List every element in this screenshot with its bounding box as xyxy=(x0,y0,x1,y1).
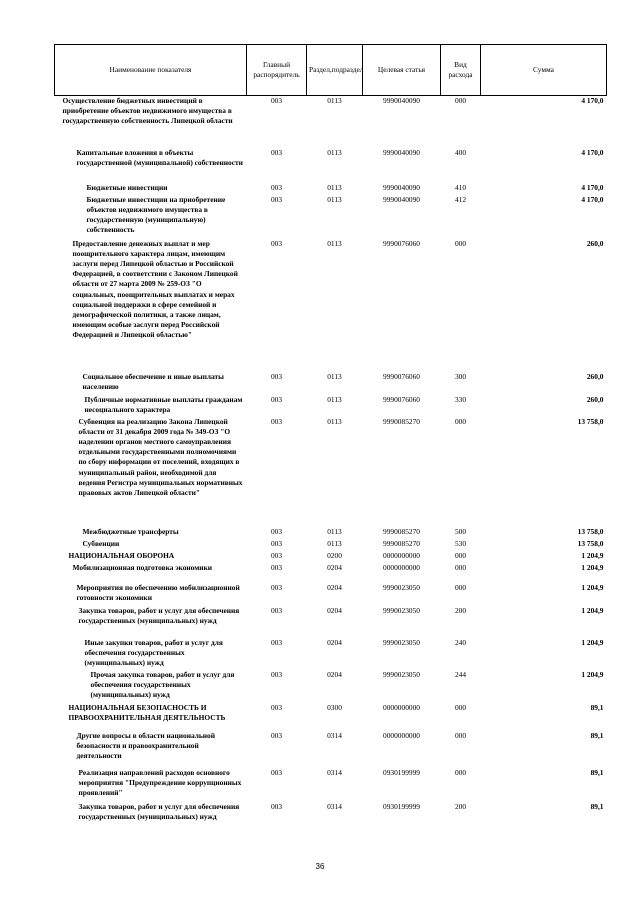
row-target: 9990085270 xyxy=(383,416,420,426)
row-type: 300 xyxy=(454,371,467,381)
table-row xyxy=(55,195,607,239)
row-sum: 13 758,0 xyxy=(577,416,604,426)
row-target: 0000000000 xyxy=(383,702,420,712)
row-name: Иные закупки товаров, работ и услуг для обеспечения государственных (муниципальных) нужд xyxy=(84,637,223,667)
row-section: 0314 xyxy=(327,767,342,777)
row-target: 9990023050 xyxy=(383,582,420,592)
row-type: 000 xyxy=(454,238,467,248)
row-sum: 260,0 xyxy=(586,238,604,248)
row-admin: 003 xyxy=(270,416,283,426)
row-name: Закупка товаров, работ и услуг для обеспечения государственных (муниципальных) нужд xyxy=(78,605,240,625)
row-name: Капитальные вложения в объекты государственной (муниципальной) собственности xyxy=(76,147,243,167)
row-target: 0000000000 xyxy=(383,562,420,572)
table-row xyxy=(55,768,607,802)
row-admin: 003 xyxy=(270,194,283,204)
row-type: 410 xyxy=(454,182,467,192)
row-target: 9990023050 xyxy=(383,605,420,615)
table-row xyxy=(55,731,607,768)
row-sum: 1 204,9 xyxy=(581,582,604,592)
row-target: 9990040090 xyxy=(383,96,420,105)
row-target: 9990076060 xyxy=(383,394,420,404)
row-type: 000 xyxy=(454,767,467,777)
row-admin: 003 xyxy=(270,182,283,192)
row-sum: 4 170,0 xyxy=(581,96,604,105)
row-admin: 003 xyxy=(270,538,283,548)
row-type: 400 xyxy=(454,147,467,157)
row-type: 530 xyxy=(454,538,467,548)
table-row xyxy=(55,148,607,183)
row-name: Осуществление бюджетных инвестиций в приобретение объектов недвижимого имущества в государственную собственность Липецкой области xyxy=(62,96,233,126)
table-row xyxy=(55,703,607,731)
row-name: Межбюджетные трансферты xyxy=(82,526,179,536)
table-row xyxy=(55,372,607,395)
row-name: Субвенция на реализацию Закона Липецкой области от 31 декабря 2009 года № 349-ОЗ "О наделении органов местного самоуправления отдельными государственными полномочиями по сбору информации от поселений, входящих в муниципальный район, необходимой для ведения Регистра муниципальных нормативных правовых актов Липецкой области" xyxy=(78,416,243,498)
row-sum: 89,1 xyxy=(590,767,604,777)
row-name: Мероприятия по обеспечению мобилизационной готовности экономики xyxy=(76,582,240,602)
row-name: Публичные нормативные выплаты гражданам несоциального характера xyxy=(84,394,243,414)
table-row xyxy=(55,527,607,539)
table-row xyxy=(55,638,607,670)
row-name: Бюджетные инвестиции xyxy=(86,182,168,192)
row-type: 000 xyxy=(454,562,467,572)
row-section: 0113 xyxy=(327,538,342,548)
row-section: 0314 xyxy=(327,730,342,740)
header-type: Вид расхода xyxy=(441,45,481,96)
row-admin: 003 xyxy=(270,702,283,712)
row-admin: 003 xyxy=(270,669,283,679)
row-section: 0113 xyxy=(327,526,342,536)
row-name: Реализация направлений расходов основного мероприятия "Предупреждение коррупционных проявлений" xyxy=(78,767,242,797)
row-admin: 003 xyxy=(270,394,283,404)
row-target: 0000000000 xyxy=(383,550,420,560)
row-section: 0300 xyxy=(327,702,342,712)
row-name: Социальное обеспечение и иные выплаты населению xyxy=(82,371,224,391)
row-sum: 1 204,9 xyxy=(581,562,604,572)
row-section: 0204 xyxy=(327,562,342,572)
row-target: 9990085270 xyxy=(383,538,420,548)
row-section: 0113 xyxy=(327,416,342,426)
row-admin: 003 xyxy=(270,801,283,811)
row-section: 0314 xyxy=(327,801,342,811)
row-name: Прочая закупка товаров, работ и услуг для обеспечения государственных (муниципальных) нужд xyxy=(90,669,235,699)
row-type: 200 xyxy=(454,605,467,615)
row-target: 0000000000 xyxy=(383,730,420,740)
row-sum: 89,1 xyxy=(590,801,604,811)
row-type: 000 xyxy=(454,96,467,105)
table-row xyxy=(55,96,607,148)
row-section: 0113 xyxy=(327,371,342,381)
table-row xyxy=(55,606,607,638)
row-admin: 003 xyxy=(270,371,283,381)
row-name: Бюджетные инвестиции на приобретение объектов недвижимого имущества в государственную (муниципальную) собственность xyxy=(86,194,226,235)
row-type: 000 xyxy=(454,730,467,740)
row-section: 0204 xyxy=(327,669,342,679)
row-type: 412 xyxy=(454,194,467,204)
row-admin: 003 xyxy=(270,550,283,560)
row-sum: 1 204,9 xyxy=(581,550,604,560)
row-target: 9990085270 xyxy=(383,526,420,536)
row-admin: 003 xyxy=(270,767,283,777)
row-sum: 4 170,0 xyxy=(581,182,604,192)
row-type: 330 xyxy=(454,394,467,404)
header-section: Раздел,подраздел xyxy=(307,45,363,96)
row-admin: 003 xyxy=(270,637,283,647)
row-name: НАЦИОНАЛЬНАЯ ОБОРОНА xyxy=(68,550,175,560)
table-row xyxy=(55,417,607,527)
row-target: 9990040090 xyxy=(383,182,420,192)
row-name: НАЦИОНАЛЬНАЯ БЕЗОПАСНОСТЬ И ПРАВООХРАНИТЕЛЬНАЯ ДЕЯТЕЛЬНОСТЬ xyxy=(68,702,226,722)
row-sum: 1 204,9 xyxy=(581,669,604,679)
table-row xyxy=(55,183,607,195)
row-name: Предоставление денежных выплат и мер поощрительного характера лицам, имеющим заслуги перед Липецкой областью и Российской Федерацией, в соответствии с Законом Липецкой области от 27 марта 2009 № 259-ОЗ "О социальных, поощрительных выплатах и мерах социальной поддержки в сфере семейной и демографической политики, а также лицам, имеющим особые заслуги перед Российской Федерацией и Липецкой областью" xyxy=(72,238,238,340)
table-header-row xyxy=(55,45,607,96)
row-admin: 003 xyxy=(270,730,283,740)
page-number: 36 xyxy=(315,862,325,871)
row-admin: 003 xyxy=(270,96,283,105)
row-target: 9990023050 xyxy=(383,637,420,647)
row-target: 9990076060 xyxy=(383,371,420,381)
header-admin: Главный распорядитель xyxy=(247,45,307,96)
row-name: Субвенции xyxy=(82,538,120,548)
row-target: 9990040090 xyxy=(383,147,420,157)
row-sum: 1 204,9 xyxy=(581,605,604,615)
row-section: 0204 xyxy=(327,637,342,647)
row-name: Закупка товаров, работ и услуг для обеспечения государственных (муниципальных) нужд xyxy=(78,801,240,821)
row-type: 240 xyxy=(454,637,467,647)
table-row xyxy=(55,563,607,583)
row-admin: 003 xyxy=(270,526,283,536)
row-section: 0200 xyxy=(327,550,342,560)
row-section: 0113 xyxy=(327,96,342,105)
table-row xyxy=(55,670,607,703)
row-type: 000 xyxy=(454,550,467,560)
row-type: 244 xyxy=(454,669,467,679)
budget-table xyxy=(54,44,607,834)
header-name: Наименование показателя xyxy=(55,45,247,96)
row-section: 0113 xyxy=(327,394,342,404)
row-name: Мобилизационная подготовка экономики xyxy=(72,562,213,572)
row-section: 0204 xyxy=(327,582,342,592)
row-sum: 89,1 xyxy=(590,730,604,740)
row-sum: 4 170,0 xyxy=(581,194,604,204)
row-section: 0113 xyxy=(327,238,342,248)
row-type: 000 xyxy=(454,416,467,426)
row-admin: 003 xyxy=(270,605,283,615)
table-row xyxy=(55,802,607,834)
row-sum: 4 170,0 xyxy=(581,147,604,157)
row-admin: 003 xyxy=(270,238,283,248)
row-admin: 003 xyxy=(270,147,283,157)
row-name: Другие вопросы в области национальной безопасности и правоохранительной деятельности xyxy=(76,730,215,760)
row-section: 0113 xyxy=(327,147,342,157)
row-section: 0113 xyxy=(327,182,342,192)
row-sum: 13 758,0 xyxy=(577,538,604,548)
row-sum: 1 204,9 xyxy=(581,637,604,647)
row-target: 9990023050 xyxy=(383,669,420,679)
row-type: 500 xyxy=(454,526,467,536)
row-section: 0204 xyxy=(327,605,342,615)
row-type: 000 xyxy=(454,582,467,592)
table-row xyxy=(55,239,607,372)
row-sum: 260,0 xyxy=(586,394,604,404)
row-sum: 13 758,0 xyxy=(577,526,604,536)
row-type: 200 xyxy=(454,801,467,811)
row-section: 0113 xyxy=(327,194,342,204)
row-target: 0930199999 xyxy=(383,767,420,777)
row-target: 0930199999 xyxy=(383,801,420,811)
row-admin: 003 xyxy=(270,582,283,592)
row-sum: 89,1 xyxy=(590,702,604,712)
table-row xyxy=(55,395,607,417)
table-row xyxy=(55,539,607,551)
header-target: Целевая статья xyxy=(363,45,441,96)
row-target: 9990076060 xyxy=(383,238,420,248)
row-sum: 260,0 xyxy=(586,371,604,381)
row-type: 000 xyxy=(454,702,467,712)
table-row xyxy=(55,583,607,606)
header-sum: Сумма xyxy=(481,45,607,96)
table-row xyxy=(55,551,607,563)
row-target: 9990040090 xyxy=(383,194,420,204)
row-admin: 003 xyxy=(270,562,283,572)
